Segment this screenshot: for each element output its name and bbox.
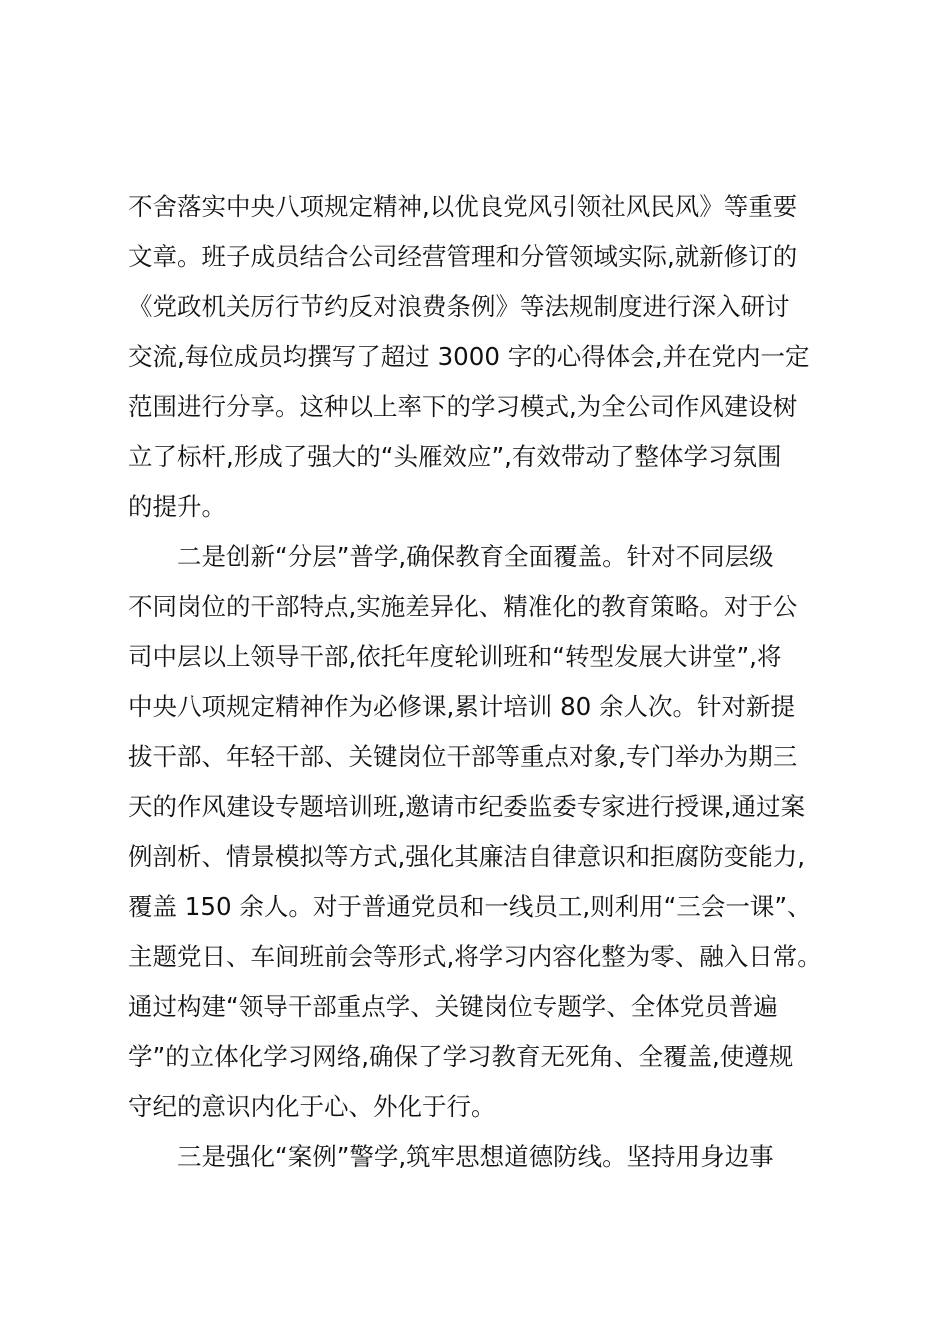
- text-line: 覆盖 150 余人。对于普通党员和一线员工,则利用“三会一课”、: [128, 892, 812, 921]
- paragraph-start-line: 二是创新“分层”普学,确保教育全面覆盖。针对不同层级: [177, 542, 774, 571]
- text-line: 不同岗位的干部特点,实施差异化、精准化的教育策略。对于公: [128, 592, 798, 621]
- text-line: 不舍落实中央八项规定精神,以优良党风引领社风民风》等重要: [128, 192, 798, 221]
- text-line: 的提升。: [128, 492, 226, 521]
- text-line: 天的作风建设专题培训班,邀请市纪委监委专家进行授课,通过案: [128, 792, 806, 821]
- text-line: 《党政机关厉行节约反对浪费条例》等法规制度进行深入研讨: [128, 292, 790, 321]
- text-line: 交流,每位成员均撰写了超过 3000 字的心得体会,并在党内一定: [128, 342, 810, 371]
- text-line: 范围进行分享。这种以上率下的学习模式,为全公司作风建设树: [128, 392, 798, 421]
- text-line: 主题党日、车间班前会等形式,将学习内容化整为零、融入日常。: [128, 942, 822, 971]
- text-line: 守纪的意识内化于心、外化于行。: [128, 1092, 496, 1121]
- document-page: [128, 182, 848, 1182]
- text-line: 拔干部、年轻干部、关键岗位干部等重点对象,专门举办为期三: [128, 742, 798, 771]
- text-line: 中央八项规定精神作为必修课,累计培训 80 余人次。针对新提: [128, 692, 796, 721]
- text-line: 司中层以上领导干部,依托年度轮训班和“转型发展大讲堂”,将: [128, 642, 782, 671]
- text-line: 通过构建“领导干部重点学、关键岗位专题学、全体党员普遍: [128, 992, 778, 1021]
- text-line: 学”的立体化学习网络,确保了学习教育无死角、全覆盖,使遵规: [128, 1042, 794, 1071]
- text-line: 文章。班子成员结合公司经营管理和分管领域实际,就新修订的: [128, 242, 798, 271]
- paragraph-start-line: 三是强化“案例”警学,筑牢思想道德防线。坚持用身边事: [177, 1142, 774, 1171]
- text-line: 例剖析、情景模拟等方式,强化其廉洁自律意识和拒腐防变能力,: [128, 842, 806, 871]
- text-line: 立了标杆,形成了强大的“头雁效应”,有效带动了整体学习氛围: [128, 442, 782, 471]
